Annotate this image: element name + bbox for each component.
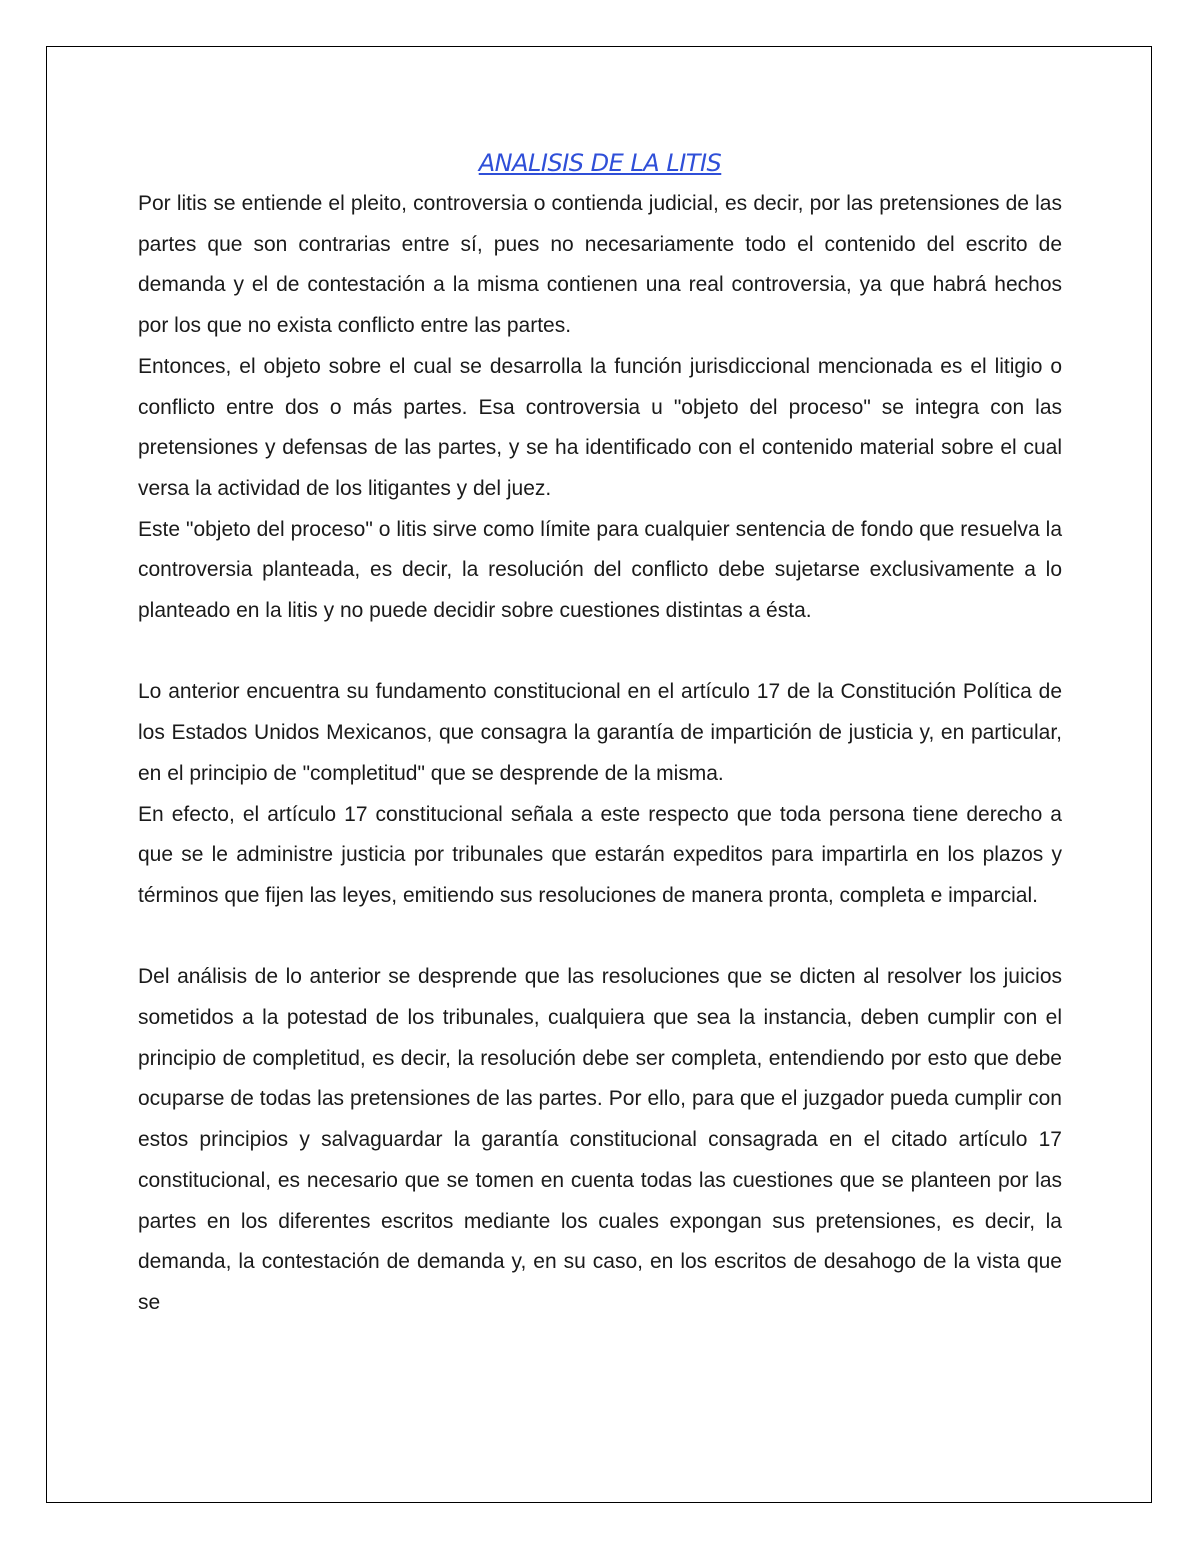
document-body	[138, 140, 1062, 1324]
paragraph-6: Del análisis de lo anterior se desprende que las resoluciones que se dicten al resolver los juicios sometidos a la potestad de los tribunales, cualquiera que sea la instancia, deben cumplir con el principio de completitud, es decir, la resolución debe ser completa, entendiendo por esto que debe ocuparse de todas las pretensiones de las partes. Por ello, para que el juzgador pueda cumplir con estos principios y salvaguardar la garantía constitucional consagrada en el citado artículo 17 constitucional, es necesario que se tomen en cuenta todas las cuestiones que se planteen por las partes en los diferentes escritos mediante los cuales expongan sus pretensiones, es decir, la demanda, la contestación de demanda y, en su caso, en los escritos de desahogo de la vista que se	[138, 965, 1062, 1314]
document-title: ANALISIS DE LA LITIS	[478, 149, 722, 177]
paragraph-5: En efecto, el artículo 17 constitucional señala a este respecto que toda persona tiene derecho a que se le administre justicia por tribunales que estarán expeditos para impartirla en los plazos y términos que fijen las leyes, emitiendo sus resoluciones de manera pronta, completa e imparcial.	[138, 802, 1062, 907]
paragraph-2: Entonces, el objeto sobre el cual se desarrolla la función jurisdiccional mencionada es el litigio o conflicto entre dos o más partes. Esa controversia u "objeto del proceso" se integra con las pretensiones y defensas de las partes, y se ha identificado con el contenido material sobre el cual versa la actividad de los litigantes y del juez.	[138, 354, 1062, 500]
paragraph-4: Lo anterior encuentra su fundamento constitucional en el artículo 17 de la Constitución Política de los Estados Unidos Mexicanos, que consagra la garantía de impartición de justicia y, en particular, en el principio de "completitud" que se desprende de la misma.	[138, 680, 1062, 785]
paragraph-1: Por litis se entiende el pleito, controversia o contienda judicial, es decir, por las pretensiones de las partes que son contrarias entre sí, pues no necesariamente todo el contenido del escrito de demanda y el de contestación a la misma contienen una real controversia, ya que habrá hechos por los que no exista conflicto entre las partes.	[138, 192, 1062, 338]
paragraph-3: Este "objeto del proceso" o litis sirve como límite para cualquier sentencia de fondo que resuelva la controversia planteada, es decir, la resolución del conflicto debe sujetarse exclusivamente a lo planteado en la litis y no puede decidir sobre cuestiones distintas a ésta.	[138, 517, 1062, 623]
